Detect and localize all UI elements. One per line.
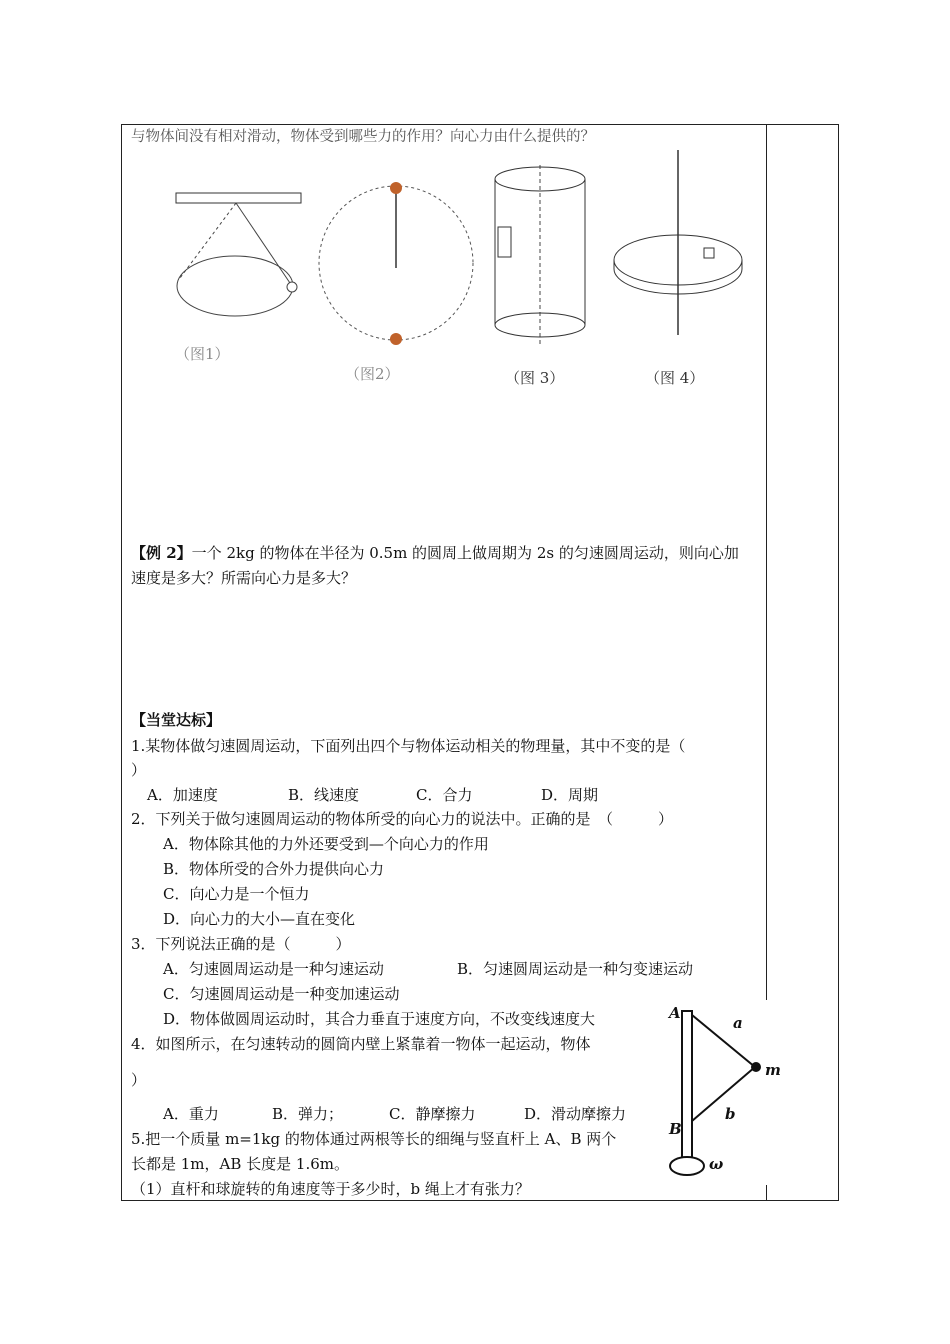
section-title: 【当堂达标】 xyxy=(131,711,222,729)
mass-label-m: m xyxy=(765,1061,781,1079)
figure-4-caption: （图 4） xyxy=(645,369,705,387)
question-1-option-a: A．加速度 xyxy=(147,786,218,804)
string-label-b: b xyxy=(725,1105,736,1123)
question-2-option-a: A．物体除其他的力外还要受到—个向心力的作用 xyxy=(163,835,489,853)
figure-2-caption: （图2） xyxy=(345,365,400,383)
question-1-stem: 1.某物体做匀速圆周运动，下面列出四个与物体运动相关的物理量，其中不变的是（ xyxy=(131,737,686,755)
question-2-option-b: B．物体所受的合外力提供向心力 xyxy=(163,860,385,878)
question-4-option-d: D．滑动摩擦力 xyxy=(524,1105,627,1123)
question-5-line-2: 长都是 1m，AB 长度是 1.6m。 xyxy=(131,1155,350,1173)
question-4-stem-end: ） xyxy=(131,1071,147,1089)
question-2-option-d: D．向心力的大小—直在变化 xyxy=(163,910,356,928)
question-3-option-a: A．匀速圆周运动是一种匀速运动 xyxy=(163,960,384,978)
example-2-line-2: 速度是多大？所需向心力是多大？ xyxy=(131,569,357,587)
figure-1-conical-pendulum xyxy=(170,190,310,320)
rod-label-B: B xyxy=(669,1120,682,1138)
question-1-option-d: D．周期 xyxy=(541,786,599,804)
figure-2-vertical-circle xyxy=(312,183,482,348)
question-2-stem: 2．下列关于做匀速圆周运动的物体所受的向心力的说法中。正确的是 （ ） xyxy=(131,810,674,828)
figure-4-turntable xyxy=(610,150,750,340)
question-4-option-c: C．静摩擦力 xyxy=(389,1105,476,1123)
question-3-option-d: D．物体做圆周运动时，其合力垂直于速度方向，不改变线速度大 xyxy=(163,1010,596,1028)
question-4-option-b: B．弹力； xyxy=(272,1105,344,1123)
figure-1-caption: （图1） xyxy=(175,345,230,363)
question-3-option-c: C．匀速圆周运动是一种变加速运动 xyxy=(163,985,400,1003)
question-4-stem: 4．如图所示，在匀速转动的圆筒内壁上紧靠着一物体一起运动，物体 xyxy=(131,1035,591,1053)
string-label-a: a xyxy=(733,1014,743,1032)
question-3-option-b: B．匀速圆周运动是一种匀变速运动 xyxy=(457,960,694,978)
question-2-option-c: C．向心力是一个恒力 xyxy=(163,885,310,903)
example-2-label: 【例 2】 xyxy=(131,544,192,562)
question-1-option-b: B．线速度 xyxy=(288,786,360,804)
example-2-text: 一个 2kg 的物体在半径为 0.5m 的圆周上做周期为 2s 的匀速圆周运动，则向心加 xyxy=(191,544,739,562)
question-1-option-c: C．合力 xyxy=(416,786,473,804)
question-1-stem-end: ） xyxy=(131,761,147,779)
figure-3-caption: （图 3） xyxy=(505,369,565,387)
example-2-line-1 xyxy=(131,543,739,563)
rod-label-A: A xyxy=(669,1004,681,1022)
rod-and-strings-figure xyxy=(660,1003,790,1183)
intro-question: 与物体间没有相对滑动，物体受到哪些力的作用？向心力由什么提供的？ xyxy=(131,129,595,145)
question-3-stem: 3．下列说法正确的是（ ） xyxy=(131,935,351,953)
question-5-line-1: 5.把一个质量 m=1kg 的物体通过两根等长的细绳与竖直杆上 A、B 两个 xyxy=(131,1130,617,1148)
omega-label: ω xyxy=(709,1155,724,1173)
question-5-sub-1: （1）直杆和球旋转的角速度等于多少时，b 绳上才有张力？ xyxy=(131,1180,530,1198)
figure-3-rotating-cylinder xyxy=(495,165,595,350)
question-4-option-a: A．重力 xyxy=(163,1105,219,1123)
